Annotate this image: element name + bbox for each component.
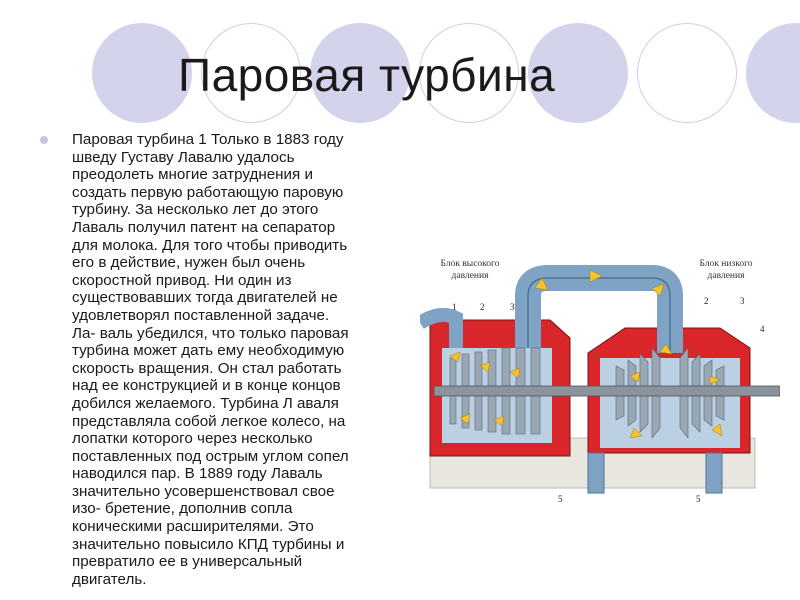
label-number-1: 1 bbox=[452, 302, 457, 312]
decor-circle-7 bbox=[746, 23, 800, 123]
label-number-5a: 5 bbox=[558, 494, 563, 504]
turbine-diagram bbox=[420, 248, 780, 516]
high-pressure-label: Блок высокого давления bbox=[440, 259, 500, 281]
label-number-5b: 5 bbox=[696, 494, 701, 504]
label-number-3a: 3 bbox=[510, 302, 515, 312]
turbine-illustration bbox=[420, 248, 780, 516]
label-number-2b: 2 bbox=[704, 296, 709, 306]
label-number-2a: 2 bbox=[480, 302, 485, 312]
label-number-3b: 3 bbox=[740, 296, 745, 306]
decor-circle-1 bbox=[92, 23, 192, 123]
bullet-icon bbox=[40, 136, 48, 144]
label-number-4: 4 bbox=[760, 324, 765, 334]
slide-title: Паровая турбина bbox=[178, 49, 556, 101]
decor-circle-6 bbox=[637, 23, 737, 123]
slide-body-text: Паровая турбина 1 Только в 1883 году шведу Густаву Лавалю удалось преодолеть многие затруднения и создать первую работающую паровую турбину. За несколько лет до этого Лаваль получил патент на сепаратор для молока. Для того чтобы приводить его в действие, нужен был очень скоростной привод. Ни один из существовавших тогда двигателей не удовлетворял поставленной задаче. Ла- валь убедился, что только паровая турбина может дать ему необходимую скорость вращения. Он стал работать над ее конструкцией и в конце концов добился желаемого. Турбина Л аваля представляла собой легкое колесо, на лопатки которого через несколько поставленных под острым углом сопел наводился пар. В 1889 году Лаваль значительно усовершенствовал свое изо- бретение, дополнив сопла коническими расширителями. Это значительно повысило КПД турбины и превратило ее в универсальный двигатель. bbox=[72, 131, 349, 588]
low-pressure-label: Блок низкого давления bbox=[699, 259, 753, 281]
